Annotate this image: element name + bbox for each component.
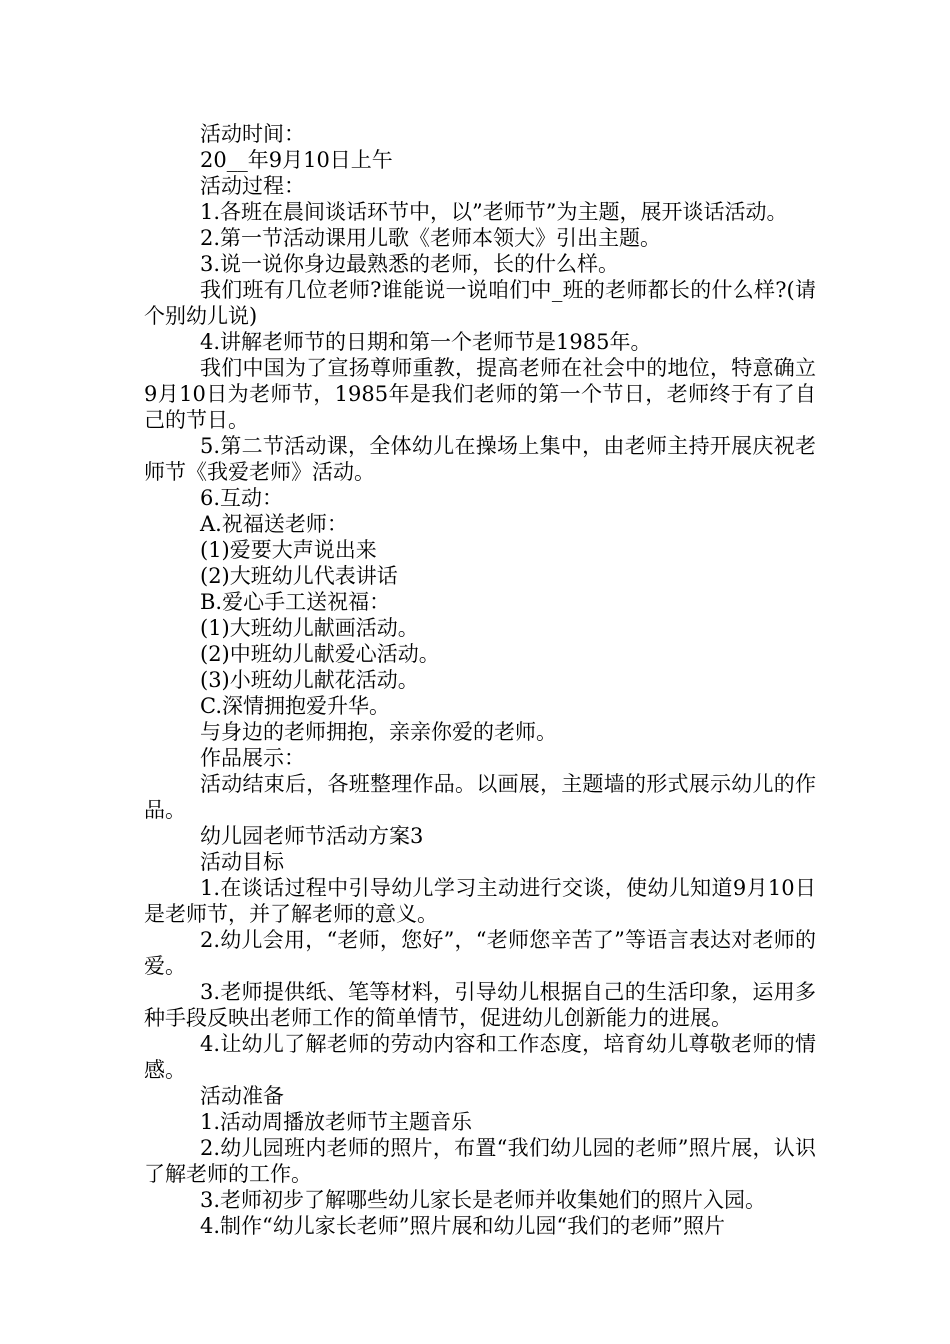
paragraph: 5.第二节活动课，全体幼儿在操场上集中，由老师主持开展庆祝老师节《我爱老师》活动。	[144, 434, 816, 484]
paragraph: 3.老师提供纸、笔等材料，引导幼儿根据自己的生活印象，运用多种手段反映出老师工作的简单情节，促进幼儿创新能力的进展。	[144, 980, 816, 1030]
paragraph: 我们中国为了宣扬尊师重教，提高老师在社会中的地位，特意确立9月10日为老师节，1985年是我们老师的第一个节日，老师终于有了自己的节日。	[144, 356, 816, 432]
paragraph: B.爱心手工送祝福：	[200, 590, 391, 614]
paragraph: 活动时间：	[200, 122, 305, 146]
paragraph: 4.讲解老师节的日期和第一个老师节是1985年。	[200, 330, 652, 354]
paragraph: 2.第一节活动课用儿歌《老师本领大》引出主题。	[200, 226, 662, 250]
paragraph: 活动准备	[200, 1084, 284, 1108]
paragraph: 1.各班在晨间谈话环节中，以”老师节”为主题，展开谈话活动。	[200, 200, 788, 224]
paragraph: A.祝福送老师：	[200, 512, 348, 536]
paragraph: 4.制作“幼儿家长老师”照片展和幼儿园“我们的老师”照片	[200, 1214, 725, 1238]
paragraph: 20__年9月10日上午	[200, 148, 393, 172]
paragraph: 6.互动：	[200, 486, 284, 510]
paragraph: (2)大班幼儿代表讲话	[200, 564, 398, 588]
document-body	[144, 121, 816, 1239]
paragraph: 活动过程：	[200, 174, 305, 198]
paragraph: (1)大班幼儿献画活动。	[200, 616, 419, 640]
paragraph: 4.让幼儿了解老师的劳动内容和工作态度，培育幼儿尊敬老师的情感。	[144, 1032, 816, 1082]
paragraph: 与身边的老师拥抱，亲亲你爱的老师。	[200, 720, 557, 744]
paragraph: 作品展示：	[200, 746, 305, 770]
section-heading: 幼儿园老师节活动方案3	[200, 824, 424, 848]
paragraph: 3.说一说你身边最熟悉的老师，长的什么样。	[200, 252, 620, 276]
paragraph: 2.幼儿会用，“老师，您好”，“老师您辛苦了”等语言表达对老师的爱。	[144, 928, 816, 978]
paragraph: 活动目标	[200, 850, 284, 874]
paragraph: (1)爱要大声说出来	[200, 538, 377, 562]
paragraph: C.深情拥抱爱升华。	[200, 694, 390, 718]
paragraph: (3)小班幼儿献花活动。	[200, 668, 419, 692]
paragraph: 我们班有几位老师?谁能说一说咱们中_班的老师都长的什么样?(请个别幼儿说)	[144, 278, 816, 328]
paragraph: 活动结束后，各班整理作品。以画展，主题墙的形式展示幼儿的作品。	[144, 772, 816, 822]
paragraph: 1.在谈话过程中引导幼儿学习主动进行交谈，使幼儿知道9月10日是老师节，并了解老师的意义。	[144, 876, 816, 926]
paragraph: 1.活动周播放老师节主题音乐	[200, 1110, 473, 1134]
paragraph: 2.幼儿园班内老师的照片，布置“我们幼儿园的老师”照片展，认识了解老师的工作。	[144, 1136, 816, 1186]
paragraph: 3.老师初步了解哪些幼儿家长是老师并收集她们的照片入园。	[200, 1188, 767, 1212]
paragraph: (2)中班幼儿献爱心活动。	[200, 642, 440, 666]
